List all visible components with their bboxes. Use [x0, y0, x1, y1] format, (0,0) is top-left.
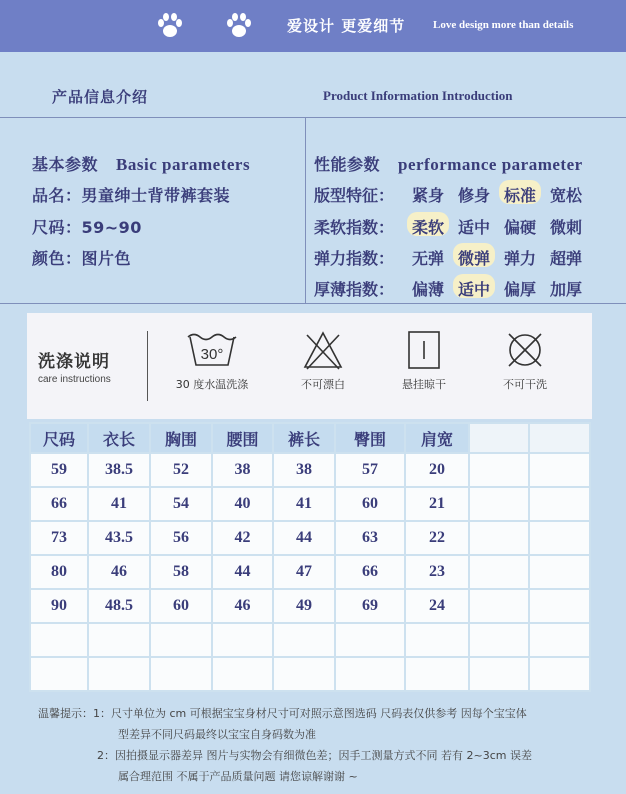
wash-30-icon: [186, 329, 238, 371]
table-cell: 49: [273, 589, 335, 623]
table-cell: 47: [273, 555, 335, 589]
table-cell: [88, 657, 150, 691]
care-item-no-bleach: [283, 329, 363, 392]
table-cell: 46: [88, 555, 150, 589]
care-title: 洗涤说明: [38, 352, 110, 372]
performance-label: 柔软指数：: [314, 218, 395, 237]
table-cell: [88, 623, 150, 657]
section-title-cn: 产品信息介绍: [52, 88, 149, 106]
table-cell: 20: [405, 453, 469, 487]
table-cell: [469, 555, 529, 589]
performance-option: 偏硬: [504, 218, 537, 237]
table-cell: 42: [212, 521, 273, 555]
table-row: [30, 657, 590, 691]
divider: [147, 331, 148, 401]
size-table-header-cell: 尺码: [30, 423, 88, 453]
care-label-hang-dry: 悬挂晾干: [402, 378, 446, 391]
no-dry-clean-icon: [503, 329, 547, 371]
note-line: 温馨提示：1：尺寸单位为 cm 可根据宝宝身材尺寸可对照示意图选码 尺码表仅供参考 因每个宝宝体: [38, 707, 527, 720]
table-cell: [30, 657, 88, 691]
table-cell: [529, 555, 590, 589]
header-slogan-en: Love design more than details: [433, 19, 574, 31]
size-table-header-cell: 肩宽: [405, 423, 469, 453]
table-cell: 69: [335, 589, 405, 623]
basic-heading-cn: 基本参数: [32, 155, 99, 174]
table-cell: [335, 623, 405, 657]
table-cell: 73: [30, 521, 88, 555]
table-cell: [335, 657, 405, 691]
product-name: 品名：男童绅士背带裤套装: [32, 186, 231, 205]
performance-label: 弹力指数：: [314, 249, 395, 268]
performance-option: 加厚: [550, 280, 583, 299]
table-cell: 54: [150, 487, 212, 521]
performance-heading-cn: 性能参数: [314, 155, 381, 174]
notes: [38, 703, 598, 787]
performance-option: 偏厚: [504, 280, 537, 299]
product-color: 颜色：图片色: [32, 249, 132, 268]
table-cell: [469, 487, 529, 521]
section-title-en: Product Information Introduction: [323, 88, 513, 103]
performance-option: 偏薄: [412, 280, 445, 299]
table-cell: [469, 657, 529, 691]
table-cell: 40: [212, 487, 273, 521]
table-cell: [529, 589, 590, 623]
table-cell: [469, 623, 529, 657]
table-cell: [405, 657, 469, 691]
table-cell: 21: [405, 487, 469, 521]
table-cell: 38.5: [88, 453, 150, 487]
performance-row: [314, 246, 596, 269]
table-cell: 24: [405, 589, 469, 623]
performance-option: 超弹: [550, 249, 583, 268]
size-table-header-cell: 裤长: [273, 423, 335, 453]
table-row: [30, 623, 590, 657]
table-row: [30, 453, 590, 487]
table-cell: 66: [335, 555, 405, 589]
performance-heading: [314, 152, 583, 175]
wash-temp-label: 30°: [200, 346, 224, 363]
table-cell: [273, 623, 335, 657]
size-table-header-cell: 臀围: [335, 423, 405, 453]
table-cell: 41: [273, 487, 335, 521]
paw-icon: [155, 11, 185, 41]
table-cell: 80: [30, 555, 88, 589]
size-table-header-cell: 衣长: [88, 423, 150, 453]
size-table-header-cell: [469, 423, 529, 453]
size-table-header-cell: [529, 423, 590, 453]
performance-row: [314, 183, 596, 206]
care-label-wash: 30 度水温洗涤: [175, 378, 249, 391]
hang-dry-icon: [404, 329, 444, 371]
table-cell: [529, 487, 590, 521]
performance-label: 厚薄指数：: [314, 280, 395, 299]
header-slogan-cn: 爱设计 更爱细节: [287, 17, 406, 35]
table-cell: 52: [150, 453, 212, 487]
product-size: 尺码：59~90: [32, 218, 142, 237]
table-row: [30, 555, 590, 589]
performance-option: 紧身: [412, 186, 445, 205]
performance-option-selected: 适中: [458, 277, 504, 300]
performance-option-selected: 微弹: [458, 246, 504, 269]
care-instructions-panel: [27, 313, 592, 419]
note-line: 2：因拍摄显示器差异 图片与实物会有细微色差；因手工测量方式不同 若有 2~3cm 误差: [97, 749, 532, 762]
table-cell: 60: [335, 487, 405, 521]
performance-row: [314, 277, 596, 300]
table-row: [30, 589, 590, 623]
table-row: [30, 521, 590, 555]
table-cell: 66: [30, 487, 88, 521]
basic-heading: [32, 152, 250, 175]
paw-icon: [224, 11, 254, 41]
table-cell: [529, 521, 590, 555]
table-cell: [30, 623, 88, 657]
table-cell: 46: [212, 589, 273, 623]
care-item-wash: [172, 329, 252, 392]
table-cell: 63: [335, 521, 405, 555]
table-cell: [469, 521, 529, 555]
size-table-header: [30, 423, 590, 453]
performance-label: 版型特征：: [314, 186, 395, 205]
performance-row: [314, 215, 596, 238]
basic-heading-en: Basic parameters: [116, 155, 251, 174]
table-cell: 58: [150, 555, 212, 589]
table-cell: [150, 623, 212, 657]
performance-option: 弹力: [504, 249, 537, 268]
table-cell: [529, 453, 590, 487]
table-cell: 48.5: [88, 589, 150, 623]
table-cell: 57: [335, 453, 405, 487]
table-cell: 59: [30, 453, 88, 487]
performance-option-selected: 标准: [504, 183, 550, 206]
table-cell: [273, 657, 335, 691]
divider: [305, 117, 306, 304]
header-banner: [0, 0, 626, 52]
table-cell: 43.5: [88, 521, 150, 555]
table-cell: [150, 657, 212, 691]
performance-option: 适中: [458, 218, 491, 237]
table-row: [30, 487, 590, 521]
no-bleach-icon: [301, 329, 345, 371]
table-cell: [529, 623, 590, 657]
note-line: 型差异不同尺码最终以宝宝自身码数为准: [118, 728, 316, 741]
performance-option: 无弹: [412, 249, 445, 268]
care-item-hang-dry: [384, 329, 464, 392]
table-cell: [212, 623, 273, 657]
table-cell: 38: [273, 453, 335, 487]
table-cell: [469, 453, 529, 487]
size-table-header-cell: 腰围: [212, 423, 273, 453]
performance-option: 宽松: [550, 186, 583, 205]
table-cell: 90: [30, 589, 88, 623]
table-cell: [212, 657, 273, 691]
performance-option: 微刺: [550, 218, 583, 237]
table-cell: 38: [212, 453, 273, 487]
table-cell: 44: [273, 521, 335, 555]
table-cell: 22: [405, 521, 469, 555]
divider: [0, 117, 626, 118]
table-cell: [469, 589, 529, 623]
care-item-no-dry-clean: [485, 329, 565, 392]
divider: [0, 303, 626, 304]
performance-heading-en: performance parameter: [398, 155, 583, 174]
note-line: 属合理范围 不属于产品质量问题 请您谅解谢谢 ~: [118, 770, 358, 783]
size-table: [29, 422, 591, 692]
care-label-no-bleach: 不可漂白: [301, 378, 345, 391]
size-table-header-cell: 胸围: [150, 423, 212, 453]
performance-option: 修身: [458, 186, 491, 205]
table-cell: 60: [150, 589, 212, 623]
table-cell: 44: [212, 555, 273, 589]
performance-option-selected: 柔软: [412, 215, 458, 238]
care-subtitle: care instructions: [38, 374, 111, 385]
table-cell: [529, 657, 590, 691]
care-label-no-dry-clean: 不可干洗: [503, 378, 547, 391]
table-cell: 23: [405, 555, 469, 589]
table-cell: 41: [88, 487, 150, 521]
table-cell: [405, 623, 469, 657]
table-cell: 56: [150, 521, 212, 555]
